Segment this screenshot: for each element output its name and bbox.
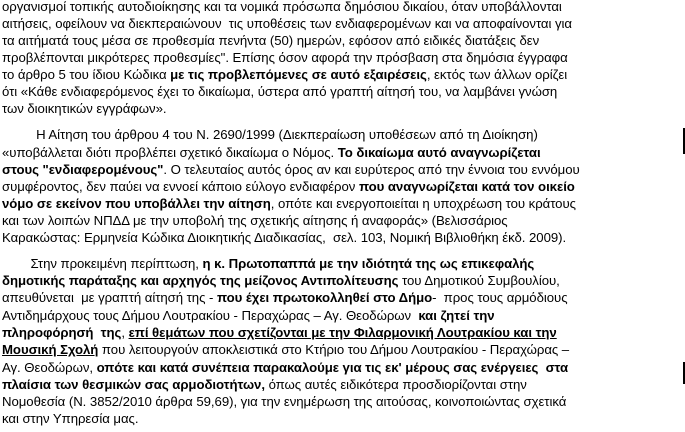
text-segment: του Δημοτικού Συμβουλίου,	[398, 273, 560, 288]
text-line	[2, 361, 568, 375]
emphasized-text: πληροφόρησή της	[2, 325, 122, 340]
text-segment: ότι «Κάθε ενδιαφερόμενος έχει το δικαίωμα, ύστερα από γραπτή αίτησή του, να λαμβάνει γνώση	[2, 84, 558, 99]
text-line	[2, 17, 572, 31]
text-line	[2, 180, 575, 194]
text-line	[2, 412, 138, 426]
text-segment: . Ο τελευταίος αυτός όρος αν και ευρύτερος από την έννοια του εννόμου	[163, 162, 580, 177]
emphasized-text: που έχει πρωτοκολληθεί στο Δήμο	[216, 290, 433, 305]
text-segment: Καρακώστας: Ερμηνεία Κώδικα Διοικητικής Διαδικασίας, σελ. 103, Νομική Βιβλιοθήκη έκδ. 2009).	[2, 230, 567, 245]
emphasized-text: που αναγνωρίζεται κατά τον οικείο	[358, 179, 575, 194]
text-line	[2, 291, 568, 305]
text-line	[2, 378, 527, 392]
text-segment: «υποβάλλεται διότι προβλέπει σχετικό δικαίωμα ο Νόμος.	[2, 145, 338, 160]
text-segment: , οπότε και ενεργοποιείται η υποχρέωση του κράτους	[270, 196, 576, 211]
text-segment: ,	[121, 325, 129, 340]
text-segment: , εκτός των άλλων ορίζει	[426, 67, 568, 82]
emphasized-text: νόμο σε εκείνον που υποβάλλει την αίτηση	[2, 196, 271, 211]
text-line	[18, 128, 538, 142]
text-segment: που λειτουργούν αποκλειστικά στο Κτήριο του Δήμου Λουτρακίου - Περαχώρας –	[98, 342, 570, 357]
text-line	[2, 274, 560, 288]
text-line	[2, 326, 557, 340]
emphasized-text: οπότε και κατά συνέπεια παρακαλούμε για τις εκ' μέρους σας ενέργειες στα	[96, 360, 569, 375]
emphasized-text: η κ. Πρωτοπαππά με την ιδιότητά της ως επικεφαλής	[202, 256, 535, 271]
emphasized-underlined-text: Μουσική Σχολή	[2, 342, 99, 357]
text-segment: των διοικητικών εγγράφων».	[2, 101, 167, 116]
text-segment: Η Αίτηση του άρθρου 4 του Ν. 2690/1999 (Διεκπεραίωση υποθέσεων από τη Διοίκηση)	[18, 127, 538, 142]
emphasized-text: με τις προβλεπόμενες σε αυτό εξαιρέσεις	[170, 67, 427, 82]
text-segment: και στην Υπηρεσία μας.	[2, 411, 139, 426]
text-segment: Νομοθεσία (Ν. 3852/2010 άρθρα 59,69), για την ενημέρωση της αιτούσας, κοινοποιώντας σχετικά	[2, 394, 567, 409]
text-segment: οργανισμοί τοπικής αυτοδιοίκησης και τα νομικά πρόσωπα δημόσιου δικαίου, όταν υποβάλλονται	[2, 0, 562, 14]
text-line	[2, 163, 580, 177]
text-line	[2, 343, 569, 357]
text-line	[2, 51, 568, 65]
text-line	[2, 85, 557, 99]
text-segment: το άρθρο 5 του ίδιου Κώδικα	[2, 67, 171, 82]
text-line	[2, 68, 567, 82]
text-line	[2, 0, 562, 14]
text-segment: Αγ. Θεοδώρων,	[2, 360, 97, 375]
text-line	[2, 102, 167, 116]
text-segment: και των λοιπών ΝΠΔΔ με την υποβολή της σχετικής αίτησης ή αναφοράς» (Βελισσάριος	[2, 213, 508, 228]
text-segment: απευθύνεται με γραπτή αίτησή της -	[2, 290, 217, 305]
text-segment: τα αιτήματά τους μέσα σε προθεσμία πενήντα (50) ημερών, εφόσον από ειδικές διατάξεις δεν	[2, 33, 540, 48]
text-line	[16, 257, 534, 271]
text-line	[2, 395, 566, 409]
text-segment: - προς τους αρμόδιους	[432, 290, 568, 305]
emphasized-text: δημοτικής παράταξης και αρχηγός της μείζονος Αντιπολίτευσης	[2, 273, 399, 288]
emphasized-text: Το δικαίωμα αυτό αναγνωρίζεται	[337, 145, 541, 160]
text-segment: συμφέροντος, δεν παύει να εννοεί κάποιο εύλογο ενδιαφέρον	[2, 179, 359, 194]
text-line	[2, 214, 508, 228]
text-segment: Στην προκειμένη περίπτωση,	[16, 256, 203, 271]
text-segment: Αντιδημάρχους τους Δήμου Λουτρακίου - Περαχώρας – Αγ. Θεοδώρων	[2, 308, 419, 323]
text-line	[2, 197, 576, 211]
text-line	[2, 146, 541, 160]
emphasized-text: στους "ενδιαφερομένους"	[2, 162, 164, 177]
text-segment: όπως αυτές ειδικότερα προσδιορίζονται στην	[264, 377, 527, 392]
emphasized-text: και ζητεί την	[418, 308, 495, 323]
text-line	[2, 34, 539, 48]
emphasized-underlined-text: επί θεμάτων που σχετίζονται με την Φιλαρμονική Λουτρακίου και την	[128, 325, 557, 340]
text-line	[2, 231, 566, 245]
text-line	[2, 309, 495, 323]
emphasized-text: πλαίσια των θεσμικών σας αρμοδιοτήτων,	[2, 377, 265, 392]
text-segment: αιτήσεις, οφείλουν να διεκπεραιώνουν τις υποθέσεις των ενδιαφερομένων και να αποφαίνονται για	[2, 16, 572, 31]
text-segment: προβλέπονται μικρότερες προθεσμίες". Επίσης όσον αφορά την πρόσβαση στα δημόσια έγγραφα	[2, 50, 568, 65]
